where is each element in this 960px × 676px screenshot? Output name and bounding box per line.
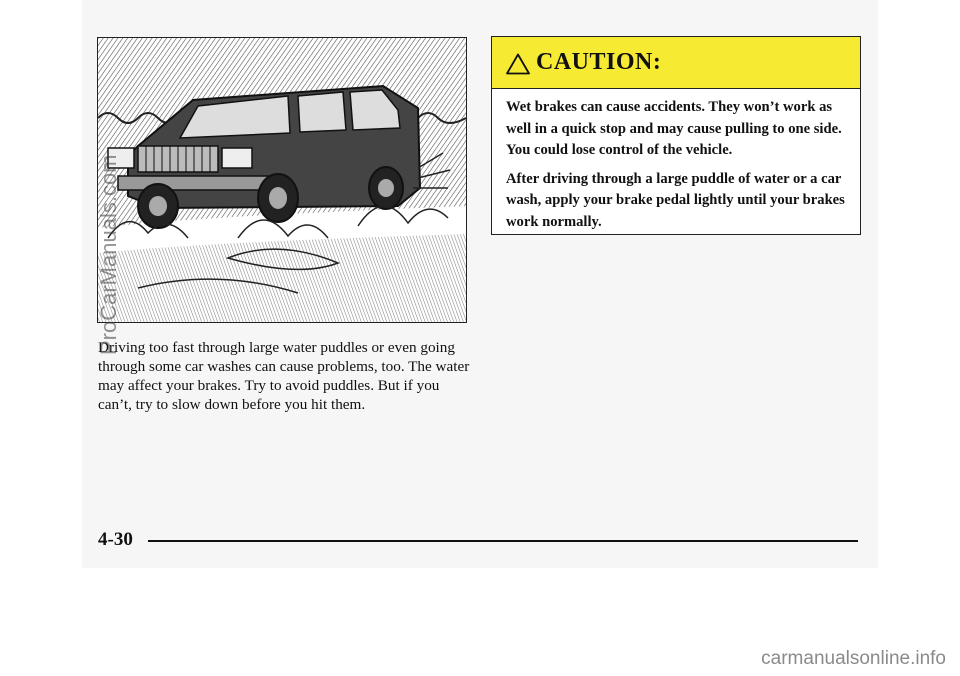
footer-rule — [148, 540, 858, 542]
side-watermark: ProCarManuals.com — [96, 154, 121, 355]
caution-title: CAUTION: — [536, 49, 662, 75]
caution-header — [492, 37, 860, 89]
page-number: 4-30 — [98, 529, 133, 550]
caution-body — [492, 89, 860, 233]
caution-paragraph: After driving through a large puddle of water or a car wash, apply your brake pedal lightly until your brakes work normally. — [506, 170, 845, 230]
warning-triangle-icon — [506, 53, 530, 75]
caution-box — [491, 36, 861, 235]
vehicle-splashing-illustration — [97, 37, 467, 323]
bottom-watermark: carmanualsonline.info — [761, 648, 946, 669]
truck-puddle-drawing — [98, 38, 466, 322]
body-paragraph: Driving too fast through large water puddles or even going through some car washes can cause problems, too. The water may affect your brakes. Try to avoid puddles. But if you can’t, try to slow down before you hit them. — [98, 339, 470, 413]
caution-paragraph: Wet brakes can cause accidents. They won’t work as well in a quick stop and may cause pulling to one side. You could lose control of the vehicle. — [506, 99, 842, 158]
